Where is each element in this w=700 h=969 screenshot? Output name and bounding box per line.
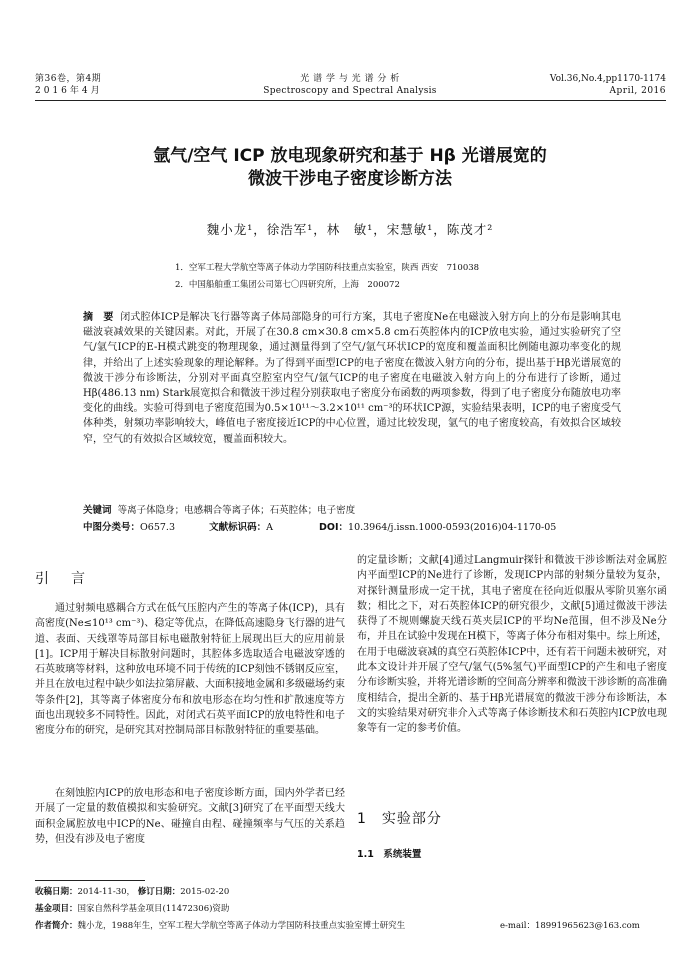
- date-en: April, 2016: [609, 86, 666, 96]
- intro-paragraph-2: 在刻蚀腔内ICP的放电形态和电子密度诊断方面，国内外学者已经开展了一定量的数值模拟和实验研究。文献[3]研究了在平面型天线大面积金属腔放电中ICP的Ne、碰撞自由程、碰撞频率与气压的关系趋势，但没有涉及电子密度: [35, 788, 345, 845]
- subsection-1-1-heading: 1.1 系统装置: [357, 849, 422, 860]
- clc-label: 中图分类号：: [83, 522, 141, 533]
- section-1-heading: 1 实验部分: [357, 811, 442, 827]
- received-label: 收稿日期：: [35, 887, 78, 897]
- header-rule: [35, 100, 666, 101]
- classification: [83, 520, 556, 535]
- footnote-author: [35, 918, 405, 934]
- title-line-1: 氩气/空气 ICP 放电现象研究和基于 Hβ 光谱展宽的: [153, 146, 547, 166]
- journal-name-en: Spectroscopy and Spectral Analysis: [263, 86, 437, 96]
- doc-code-value: A: [266, 522, 273, 533]
- authors: 魏小龙¹，徐浩军¹，林 敏¹，宋慧敏¹，陈茂才²: [206, 222, 494, 237]
- received-date: 2014-11-30，: [77, 887, 136, 897]
- fund-label: 基金项目：: [35, 904, 78, 914]
- journal-name-cn: 光 谱 学 与 光 谱 分 析: [300, 74, 400, 84]
- revised-label: 修订日期：: [137, 887, 181, 897]
- abstract-text: 闭式腔体ICP是解决飞行器等离子体局部隐身的可行方案，其电子密度Ne在电磁波入射方向上的分布是影响其电磁波衰减效果的关键因素。对此，开展了在30.8 cm×30.8 cm×5.8 cm石英腔体内的ICP放电实验，通过实验研究了空气/氩气ICP的E-H模式跳变的物理现象，通过测量得到了空气/氩气环状ICP的宽度和覆盖面积比例随电源功率变化的规律，并给出了上述实验现象的理论解释。为了得到平面型ICP的电子密度在微波入射方向的分布，提出基于Hβ光谱展宽的微波干涉分布诊断法，分别对平面真空腔室内空气/氩气ICP的电子密度在电磁波入射方向上的分布进行了诊断，通过Hβ(486.13 nm) Stark展宽拟合和微波干涉过程分别获取电子密度分布函数的两项参数，得到了电子密度分布随放电功率变化的曲线。实验可得到电子密度范围为0.5×10¹¹～3.2×10¹¹ cm⁻³的环状ICP源，实验结果表明，ICP的电子密度受气体种类，射频功率影响较大，峰值电子密度接近ICP的中心位置，通过比较发现，氩气的电子密度较高，有效拟合区域较窄，空气的有效拟合区域较宽，覆盖面积较大。: [83, 312, 622, 445]
- clc-value: O657.3: [140, 522, 176, 533]
- keywords-text: 等离子体隐身；电感耦合等离子体；石英腔体；电子密度: [117, 505, 356, 516]
- doi-label: DOI：: [319, 522, 349, 533]
- abstract: [83, 310, 621, 447]
- abstract-label: 摘 要: [83, 312, 114, 323]
- keywords: [83, 503, 355, 518]
- intro-paragraph-1: 通过射频电感耦合方式在低气压腔内产生的等离子体(ICP)，具有高密度(Ne≤10¹³ cm⁻³)、稳定等优点，在降低高速隐身飞行器的进气道、表面、天线罩等局部目标电磁散射特征上展现出巨大的应用前景[1]。ICP用于解决目标散射问题时，其腔体多选取适合电磁波穿透的石英玻璃等材料，这种放电环境不同于传统的ICP刻蚀不锈钢反应室，并且在放电过程中缺少如法拉第屏蔽、大面积接地金属和多级磁场约束等条件[2]，其等离子体密度分布和放电形态在均匀性和扩散速度等方面也出现较多不同特性。因此，对闭式石英平面ICP的放电特性和电子密度分布的研究，是研究其对控制局部目标散射特征的重要基础。: [35, 603, 345, 737]
- keywords-label: 关键词: [83, 505, 112, 516]
- journal-volume-cn: 第36卷，第4期: [35, 74, 102, 84]
- revised-date: 2015-02-20: [180, 887, 230, 897]
- fund-text: 国家自然科学基金项目(11472306)资助: [77, 904, 230, 914]
- footnote-fund: [35, 901, 229, 917]
- volume-pages: Vol.36,No.4,pp1170-1174: [549, 74, 666, 84]
- right-paragraph-1: 的定量诊断；文献[4]通过Langmuir探针和微波干涉诊断法对金属腔内平面型ICP的Ne进行了诊断，发现ICP内部的射频分量较为复杂，对探针测量形成一定干扰，其电子密度在径向近似服从零阶贝塞尔函数；相比之下，对石英腔体ICP的研究很少，文献[5]通过微波干涉法获得了不规则螺旋天线石英夹层ICP的平均Ne范围，但不涉及Ne分布，并且在试验中发现在H模下，等离子体分布相对集中。综上所述，在用于电磁波衰减的真空石英腔体ICP中，还有若干问题未被研究，对此本文设计并开展了空气/氩气(5%氢气)平面型ICP的产生和电子密度分布诊断实验，并将光谱诊断的空间高分辨率和微波干涉诊断的高准确度相结合，提出全新的、基于Hβ光谱展宽的微波干涉分布诊断法，本文的实验结果对研究非介入式等离子体诊断技术和石英腔内ICP放电现象等有一定的参考价值。: [357, 555, 667, 735]
- doc-code-label: 文献标识码：: [209, 522, 267, 533]
- doi-value: 10.3964/j.issn.1000-0593(2016)04-1170-05: [348, 522, 557, 533]
- intro-heading: 引 言: [35, 571, 89, 587]
- journal-date-cn: 2016年4月: [35, 86, 103, 96]
- author-bio-label: 作者简介：: [35, 921, 78, 931]
- affiliation-2: 2．中国船舶重工集团公司第七〇四研究所，上海 200072: [175, 280, 400, 290]
- title-line-2: 微波干涉电子密度诊断方法: [248, 169, 452, 189]
- author-bio: 魏小龙，1988年生，空军工程大学航空等离子体动力学国防科技重点实验室博士研究生: [77, 921, 406, 931]
- author-email[interactable]: e-mail：18991965623@163.com: [500, 921, 640, 931]
- affiliation-1: 1．空军工程大学航空等离子体动力学国防科技重点实验室，陕西 西安 710038: [175, 263, 480, 273]
- footnote-rule: [35, 880, 145, 881]
- footnote-dates: [35, 884, 229, 900]
